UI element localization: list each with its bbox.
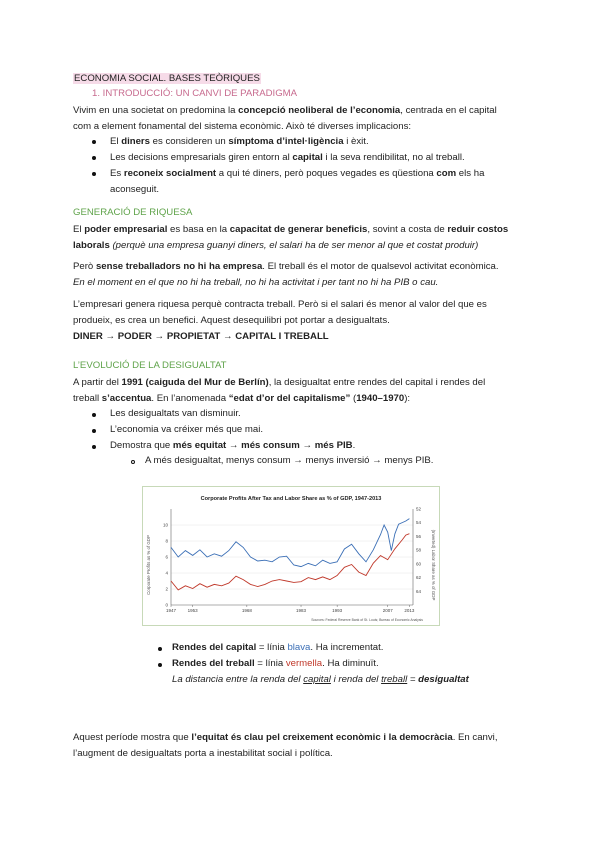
section-3-bullet-3: Demostra que més equitat → més consum → més PIB. (110, 440, 356, 451)
chart-y2-tick: 58 (416, 547, 422, 553)
chart-title: Corporate Profits After Tax and Labor Share as % of GDP, 1947-2013 (200, 496, 382, 502)
intro-text-2: , centrada en el capital (400, 105, 497, 116)
chart-source: Sources: Federal Reserve Bank of St. Louis; Bureau of Economic Analysis (311, 618, 423, 622)
chart-y2-tick: 56 (416, 533, 422, 539)
chart-x-tick: 1947 (165, 608, 177, 613)
sub-bullet-circle (131, 460, 135, 464)
chart-axes (163, 507, 422, 614)
conclusion-paragraph: Aquest període mostra que l’equitat és clau pel creixement econòmic i la democràcia. En canvi, l’augment de desigualtats porta a inestabilitat social i política. (73, 732, 498, 759)
chart-y-label: Corporate Profits as % of GDP (146, 535, 151, 595)
chart-x-tick: 1993 (332, 608, 343, 613)
legend-labor: Rendes del treball = línia vermella. Ha diminuït. (172, 658, 379, 669)
bullet-dot (92, 140, 96, 144)
chart-x-tick: 1968 (241, 608, 252, 613)
chart-gridlines (171, 525, 413, 605)
section-2-paragraph-3: L’empresari genera riquesa perquè contracta treball. Però si el salari és menor al valor del que es produeix, es crea un benefici. Aquest desequilibri pot portar a desigualtats. DINER → PODER → PROPIETAT → CAPITAL I TREBALL (73, 299, 487, 342)
bullet-dot (158, 663, 162, 667)
intro-bullet-1: El diners es consideren un símptoma d’intel·ligència i èxit. (110, 136, 369, 147)
bullet-dot (92, 445, 96, 449)
power-chain: DINER → PODER → PROPIETAT → CAPITAL I TREBALL (73, 331, 329, 342)
section-3-bullet-1: Les desigualtats van disminuir. (110, 408, 241, 419)
bullet-dot (158, 647, 162, 651)
chart-x-tick: 1953 (187, 608, 198, 613)
section-3-paragraph: A partir del 1991 (caiguda del Mur de Berlín), la desigualtat entre rendes del capital i rendes del treball s’accentua. En l’anomenada “edat d’or del capitalisme” (1940–1970): (73, 377, 486, 404)
chart-y2-tick: 52 (416, 506, 422, 512)
section-2-paragraph-2: Però sense treballadors no hi ha empresa. El treball és el motor de qualsevol activitat econòmica. En el moment en el que no hi ha treball, no hi ha activitat i per tant no hi ha PIB o cau. (73, 261, 499, 288)
corporate-profits-line (171, 519, 409, 567)
profits-labor-chart (142, 486, 440, 626)
chart-y2-tick: 54 (416, 520, 422, 526)
intro-bold: concepció neoliberal de l’economia (238, 105, 401, 116)
chart-y-tick: 6 (165, 554, 168, 560)
section-2-paragraph-1: El poder empresarial es basa en la capacitat de generar beneficis, sovint a costa de reduir costos laborals (perquè una empresa guanyi diners, el salari ha de ser menor al que et costat produir) (73, 224, 509, 251)
chart-series (171, 519, 409, 590)
chart-y-tick: 4 (165, 570, 168, 576)
chart-y-tick: 0 (165, 602, 168, 608)
chart-y-tick: 2 (165, 586, 168, 592)
document-title: ECONOMIA SOCIAL. BASES TEÒRIQUES (74, 73, 260, 84)
labor-share-line (171, 534, 409, 590)
chart-x-tick: 1983 (296, 608, 307, 613)
intro-paragraph (73, 103, 528, 135)
section-3-bullet-2: L’economia va créixer més que mai. (110, 424, 264, 435)
section-2-heading: GENERACIÓ DE RIQUESA (73, 207, 193, 218)
intro-bullet-3: Es reconeix socialment a qui té diners, però poques vegades es qüestiona com els ha aconseguit. (110, 168, 485, 195)
chart-x-tick: 2013 (404, 608, 415, 613)
bullet-dot (92, 429, 96, 433)
bullet-dot (92, 156, 96, 160)
chart-y2-label: (Inverted) Labor Share as % of GDP (431, 529, 436, 601)
chart-x-tick: 2007 (382, 608, 393, 613)
intro-bullet-2: Les decisions empresarials giren entorn al capital i la seva rendibilitat, no al treball. (110, 152, 465, 163)
intro-text-3: com a element fonamental del sistema econòmic. Això té diverses implicacions: (73, 121, 412, 132)
intro-text-1: Vivim en una societat on predomina la (73, 105, 239, 116)
section-3-sub-bullet: A més desigualtat, menys consum → menys inversió → menys PIB. (145, 455, 434, 466)
chart-svg (143, 487, 439, 625)
bullet-dot (92, 172, 96, 176)
chart-y2-tick: 64 (416, 588, 422, 594)
legend-inequality: La distancia entre la renda del capital i renda del treball = desigualtat (172, 674, 469, 685)
legend-capital: Rendes del capital = línia blava. Ha incrementat. (172, 642, 384, 653)
chart-y2-tick: 62 (416, 575, 422, 581)
bullet-dot (92, 413, 96, 417)
section-1-heading: 1. INTRODUCCIÓ: UN CANVI DE PARADIGMA (92, 88, 298, 99)
chart-y-tick: 8 (165, 538, 168, 544)
chart-y-tick: 10 (162, 522, 168, 528)
section-3-heading: L’EVOLUCIÓ DE LA DESIGUALTAT (73, 360, 227, 371)
chart-y2-tick: 60 (416, 561, 422, 567)
